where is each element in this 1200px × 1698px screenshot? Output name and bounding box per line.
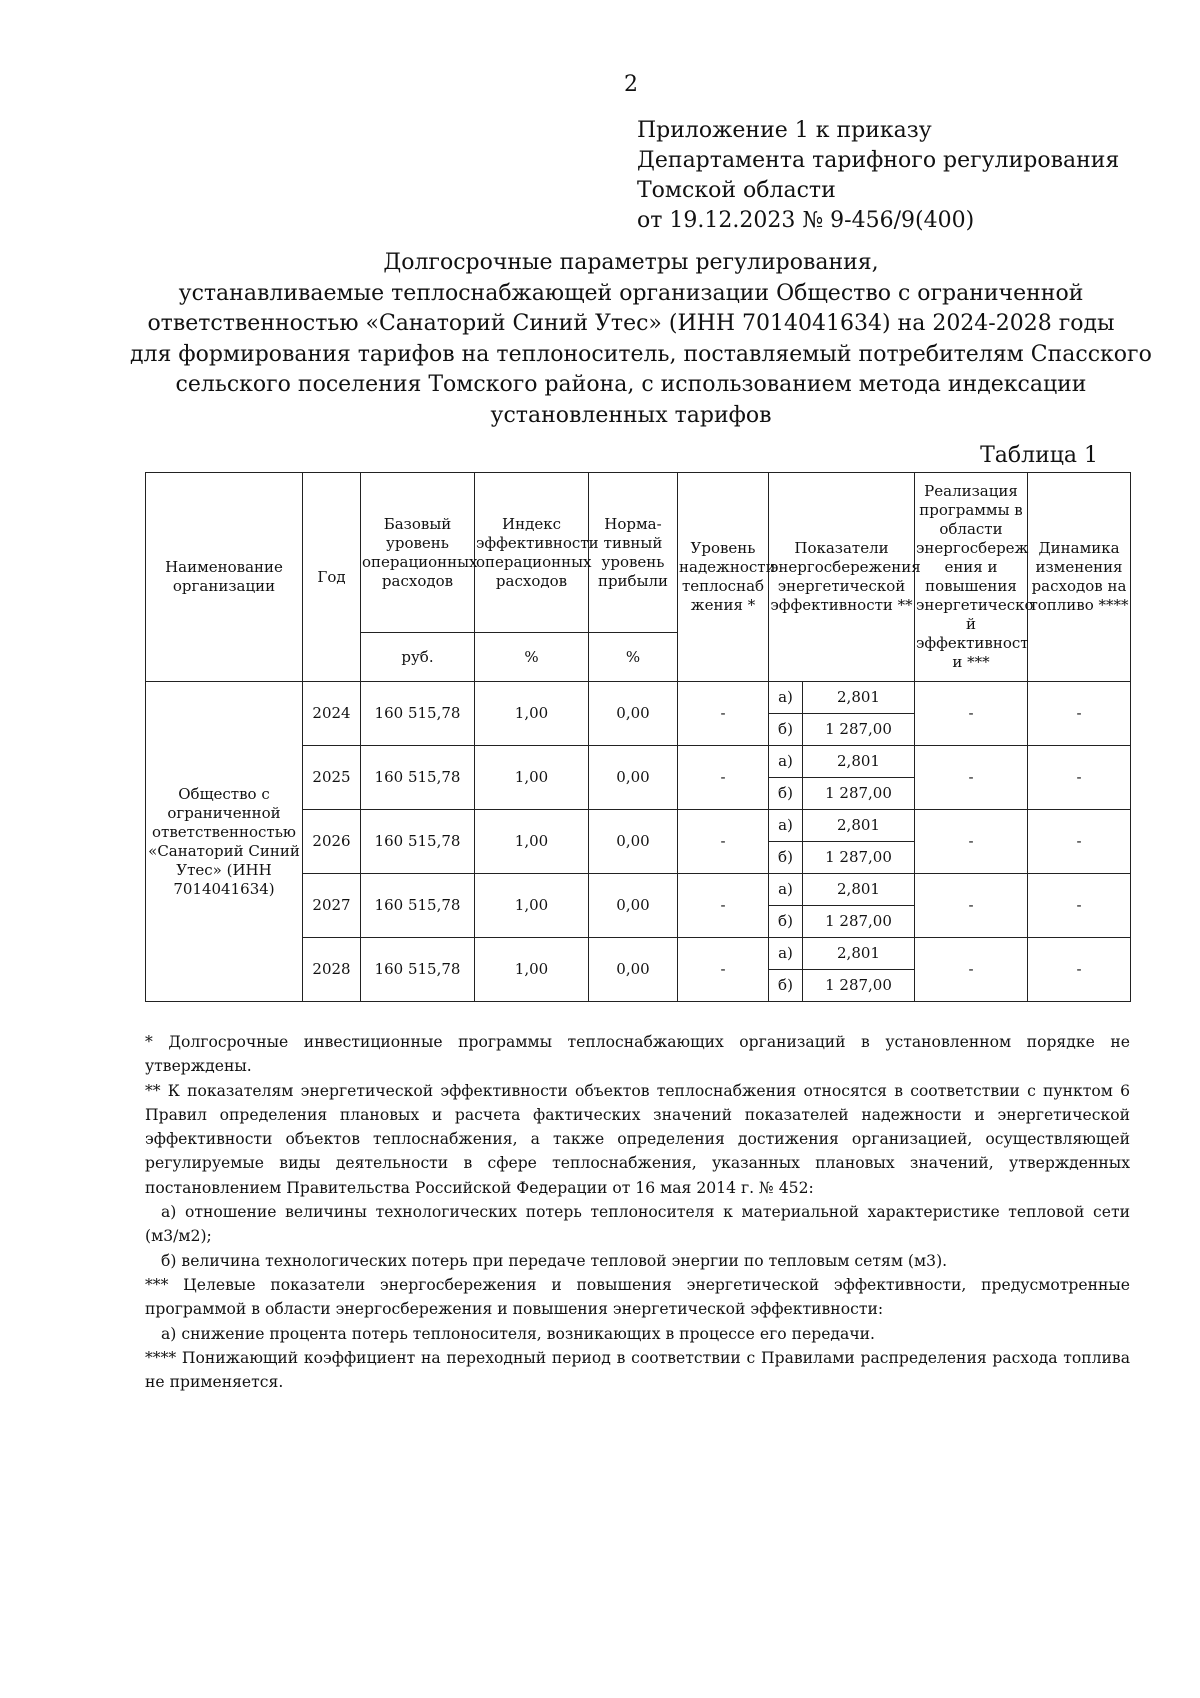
indicator-a-value: 2,801 bbox=[803, 938, 915, 970]
dynamics-cell: - bbox=[1028, 682, 1131, 746]
norm-cell: 0,00 bbox=[589, 746, 678, 810]
base-cell: 160 515,78 bbox=[361, 938, 475, 1002]
dynamics-cell: - bbox=[1028, 810, 1131, 874]
footnote-3: *** Целевые показатели энергосбережения и повышения энергетической эффективности, предусмотренные программой в области энергосбережения и повышения энергетической эффективности: bbox=[145, 1275, 1130, 1319]
header-base: Базовый уровень операционных расходов bbox=[361, 473, 475, 633]
unit-base: руб. bbox=[361, 633, 475, 682]
reliability-cell: - bbox=[678, 938, 769, 1002]
appendix-line: Приложение 1 к приказу bbox=[637, 118, 932, 143]
indicator-b-value: 1 287,00 bbox=[803, 778, 915, 810]
parameters-table bbox=[145, 472, 1131, 1002]
header-norm: Норма-тивный уровень прибыли bbox=[589, 473, 678, 633]
reliability-cell: - bbox=[678, 810, 769, 874]
title-line: Долгосрочные параметры регулирования, bbox=[383, 250, 879, 275]
header-year: Год bbox=[303, 473, 361, 682]
dynamics-cell: - bbox=[1028, 746, 1131, 810]
base-cell: 160 515,78 bbox=[361, 810, 475, 874]
indicator-b-label: б) bbox=[769, 906, 803, 938]
norm-cell: 0,00 bbox=[589, 810, 678, 874]
footnote-4: **** Понижающий коэффициент на переходный период в соответствии с Правилами распределения расхода топлива не применяется. bbox=[145, 1348, 1130, 1392]
reliability-cell: - bbox=[678, 746, 769, 810]
header-energy: Показатели энергосбережения энергетической эффективности ** bbox=[769, 473, 915, 682]
dynamics-cell: - bbox=[1028, 874, 1131, 938]
table-label: Таблица 1 bbox=[980, 443, 1098, 468]
reliability-cell: - bbox=[678, 682, 769, 746]
index-cell: 1,00 bbox=[475, 746, 589, 810]
year-cell: 2027 bbox=[303, 874, 361, 938]
header-dynamics: Динамика изменения расходов на топливо **** bbox=[1028, 473, 1131, 682]
index-cell: 1,00 bbox=[475, 874, 589, 938]
indicator-a-value: 2,801 bbox=[803, 874, 915, 906]
index-cell: 1,00 bbox=[475, 682, 589, 746]
indicator-a-value: 2,801 bbox=[803, 746, 915, 778]
indicator-a-value: 2,801 bbox=[803, 682, 915, 714]
unit-index: % bbox=[475, 633, 589, 682]
norm-cell: 0,00 bbox=[589, 938, 678, 1002]
indicator-a-label: а) bbox=[769, 938, 803, 970]
program-cell: - bbox=[915, 746, 1028, 810]
appendix-line: Томской области bbox=[637, 178, 836, 203]
unit-norm: % bbox=[589, 633, 678, 682]
footnotes bbox=[145, 1030, 1130, 1394]
header-org: Наименование организации bbox=[146, 473, 303, 682]
norm-cell: 0,00 bbox=[589, 874, 678, 938]
indicator-a-label: а) bbox=[769, 682, 803, 714]
appendix-block bbox=[637, 116, 1119, 236]
indicator-b-value: 1 287,00 bbox=[803, 970, 915, 1002]
title-line: для формирования тарифов на теплоноситель, поставляемый потребителям Спасского bbox=[130, 341, 1152, 367]
norm-cell: 0,00 bbox=[589, 682, 678, 746]
year-cell: 2024 bbox=[303, 682, 361, 746]
year-cell: 2028 bbox=[303, 938, 361, 1002]
index-cell: 1,00 bbox=[475, 810, 589, 874]
program-cell: - bbox=[915, 682, 1028, 746]
dynamics-cell: - bbox=[1028, 938, 1131, 1002]
footnote-2a: а) отношение величины технологических потерь теплоносителя к материальной характеристике тепловой сети (м3/м2); bbox=[145, 1203, 1130, 1246]
footnote-3a: а) снижение процента потерь теплоносителя, возникающих в процессе его передачи. bbox=[161, 1324, 875, 1343]
title-line: сельского поселения Томского района, с использованием метода индексации bbox=[175, 372, 1087, 397]
index-cell: 1,00 bbox=[475, 938, 589, 1002]
indicator-b-value: 1 287,00 bbox=[803, 842, 915, 874]
indicator-b-value: 1 287,00 bbox=[803, 714, 915, 746]
program-cell: - bbox=[915, 810, 1028, 874]
org-name-cell: Общество с ограниченной ответственностью «Санаторий Синий Утес» (ИНН 7014041634) bbox=[146, 682, 303, 1002]
title-line: ответственностью «Санаторий Синий Утес» (ИНН 7014041634) на 2024-2028 годы bbox=[147, 311, 1115, 336]
base-cell: 160 515,78 bbox=[361, 874, 475, 938]
base-cell: 160 515,78 bbox=[361, 746, 475, 810]
document-title bbox=[130, 248, 1152, 431]
indicator-a-label: а) bbox=[769, 746, 803, 778]
program-cell: - bbox=[915, 874, 1028, 938]
indicator-b-label: б) bbox=[769, 778, 803, 810]
base-cell: 160 515,78 bbox=[361, 682, 475, 746]
title-line: установленных тарифов bbox=[490, 402, 772, 428]
year-cell: 2026 bbox=[303, 810, 361, 874]
header-index: Индекс эффективности операционных расходов bbox=[475, 473, 589, 633]
indicator-a-label: а) bbox=[769, 810, 803, 842]
footnote-2b: б) величина технологических потерь при передаче тепловой энергии по тепловым сетям (м3). bbox=[161, 1251, 948, 1270]
header-program: Реализация программы в области энергосбереж ения и повышения энергетическо й эффективност и *** bbox=[915, 473, 1028, 682]
indicator-b-label: б) bbox=[769, 970, 803, 1002]
appendix-line: Департамента тарифного регулирования bbox=[637, 148, 1120, 173]
reliability-cell: - bbox=[678, 874, 769, 938]
indicator-b-label: б) bbox=[769, 842, 803, 874]
indicator-a-value: 2,801 bbox=[803, 810, 915, 842]
program-cell: - bbox=[915, 938, 1028, 1002]
indicator-a-label: а) bbox=[769, 874, 803, 906]
year-cell: 2025 bbox=[303, 746, 361, 810]
footnote-2: ** К показателям энергетической эффективности объектов теплоснабжения относятся в соответствии с пунктом 6 Правил определения плановых и расчета фактических значений показателей надежности и энергетической эффективности объектов теплоснабжения, а также определения достижения организацией, осуществляющей регулируемые виды деятельности в сфере теплоснабжения, указанных плановых значений, утвержденных постановлением Правительства Российской Федерации от 16 мая 2014 г. № 452: bbox=[145, 1081, 1130, 1197]
indicator-b-value: 1 287,00 bbox=[803, 906, 915, 938]
appendix-line: от 19.12.2023 № 9-456/9(400) bbox=[637, 208, 975, 233]
footnote-1: * Долгосрочные инвестиционные программы теплоснабжающих организаций в установленном порядке не утверждены. bbox=[145, 1033, 1130, 1076]
page-number: 2 bbox=[624, 72, 638, 97]
title-line: устанавливаемые теплоснабжающей организации Общество с ограниченной bbox=[178, 280, 1084, 306]
header-reliability: Уровень надежности теплоснаб жения * bbox=[678, 473, 769, 682]
indicator-b-label: б) bbox=[769, 714, 803, 746]
